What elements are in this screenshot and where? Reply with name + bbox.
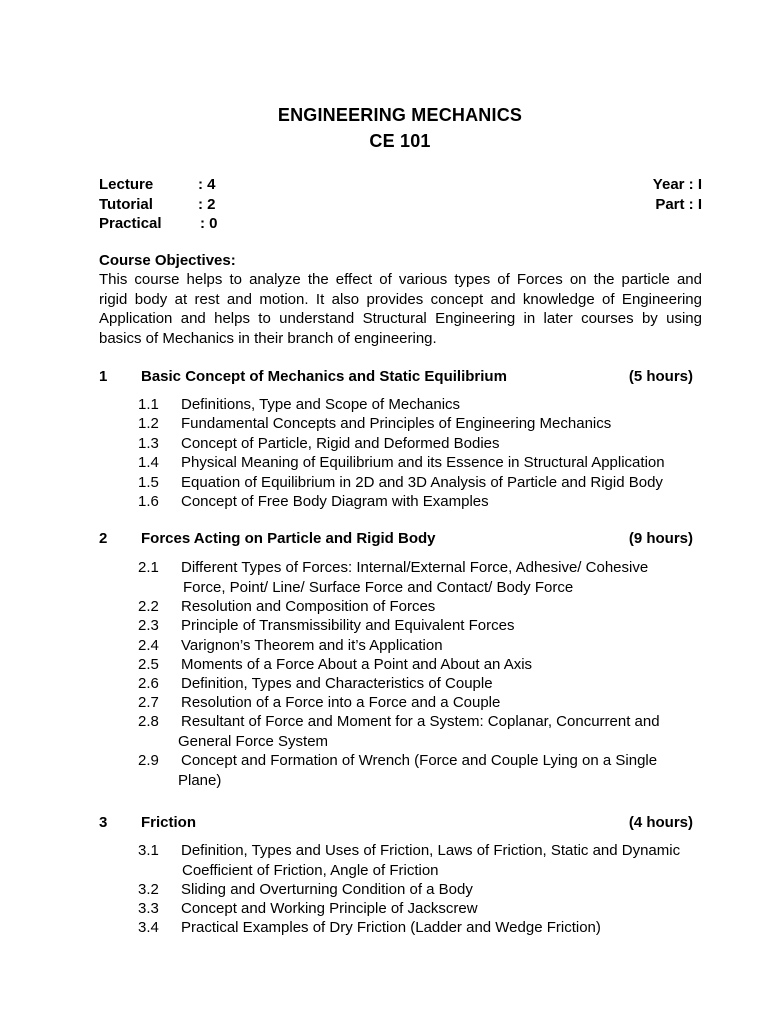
item-text: Concept of Particle, Rigid and Deformed Bodies [181,435,500,452]
section-heading [99,368,693,388]
practical-value: : 0 [200,215,218,232]
item-text: Fundamental Concepts and Principles of Engineering Mechanics [181,415,612,432]
meta-row-lecture [99,176,702,196]
part-label: Part : I [655,196,702,213]
section-hours: (4 hours) [628,814,693,831]
objectives-line: Application and helps to understand Structural Engineering in later courses by using [99,310,702,327]
item-number: 3.4 [138,919,159,936]
item-text: Definition, Types and Characteristics of Couple [181,675,493,692]
item-text-continued: General Force System [178,732,329,750]
item-text: Concept of Free Body Diagram with Examples [181,493,489,510]
item-text: Sliding and Overturning Condition of a Body [181,881,473,898]
section-number: 2 [99,530,108,547]
item-number: 2.9 [138,752,159,769]
section-title: Basic Concept of Mechanics and Static Equilibrium [141,368,507,385]
item-number: 1.5 [138,474,159,491]
item-number: 3.3 [138,900,159,917]
objectives-line: basics of Mechanics in their branch of engineering. [99,329,437,347]
meta-row-tutorial [99,196,702,216]
objectives-line: rigid body at rest and motion. It also provides concept and knowledge of Engineering [99,290,702,308]
lecture-label: Lecture [99,176,154,193]
objectives-heading: Course Objectives: [99,252,236,269]
item-text: Concept and Working Principle of Jackscrew [181,900,478,917]
item-number: 2.3 [138,617,159,634]
item-number: 2.5 [138,656,159,673]
item-text: Concept and Formation of Wrench (Force and Couple Lying on a Single [181,752,658,769]
item-text: Definitions, Type and Scope of Mechanics [181,396,461,413]
item-number: 1.3 [138,435,159,452]
item-text: Resolution and Composition of Forces [181,598,436,615]
item-text: Definition, Types and Uses of Friction, Laws of Friction, Static and Dynamic [181,842,681,859]
item-number: 2.7 [138,694,159,711]
objectives-paragraph [99,270,702,348]
objectives-line: This course helps to analyze the effect of various types of Forces on the particle and [99,271,702,288]
item-text: Practical Examples of Dry Friction (Ladder and Wedge Friction) [181,919,601,936]
item-text: Resultant of Force and Moment for a System: Coplanar, Concurrent and [181,713,660,730]
section-number: 3 [99,814,108,831]
section-heading [99,530,693,550]
item-number: 1.4 [138,454,159,471]
lecture-value: : 4 [198,176,216,193]
section-number: 1 [99,368,108,385]
section-title: Friction [141,814,196,831]
item-text-continued: Force, Point/ Line/ Surface Force and Contact/ Body Force [183,578,574,596]
item-text-continued: Plane) [178,771,222,789]
item-text: Varignon’s Theorem and it’s Application [181,637,443,654]
item-number: 3.2 [138,881,159,898]
course-code: CE 101 [369,131,431,151]
section-heading [99,814,693,834]
item-text: Principle of Transmissibility and Equivalent Forces [181,617,515,634]
practical-label: Practical [99,215,162,232]
item-number: 2.4 [138,637,159,654]
item-number: 2.2 [138,598,159,615]
item-number: 1.2 [138,415,159,432]
item-text: Moments of a Force About a Point and About an Axis [181,656,533,673]
year-label: Year : I [652,176,702,193]
meta-row-practical [99,215,702,235]
item-number: 2.8 [138,713,159,730]
course-title: ENGINEERING MECHANICS [277,105,523,125]
section-title: Forces Acting on Particle and Rigid Body [141,530,436,547]
item-number: 1.1 [138,396,159,413]
tutorial-label: Tutorial [99,196,153,213]
item-number: 3.1 [138,842,159,859]
tutorial-value: : 2 [198,196,216,213]
item-text: Equation of Equilibrium in 2D and 3D Analysis of Particle and Rigid Body [181,474,663,491]
item-number: 1.6 [138,493,159,510]
item-text-continued: Coefficient of Friction, Angle of Friction [182,861,439,879]
section-hours: (5 hours) [628,368,693,385]
item-number: 2.6 [138,675,159,692]
section-hours: (9 hours) [628,530,693,547]
item-text: Different Types of Forces: Internal/External Force, Adhesive/ Cohesive [181,559,649,576]
item-text: Physical Meaning of Equilibrium and its Essence in Structural Application [181,454,665,471]
item-number: 2.1 [138,559,159,576]
item-text: Resolution of a Force into a Force and a Couple [181,694,501,711]
